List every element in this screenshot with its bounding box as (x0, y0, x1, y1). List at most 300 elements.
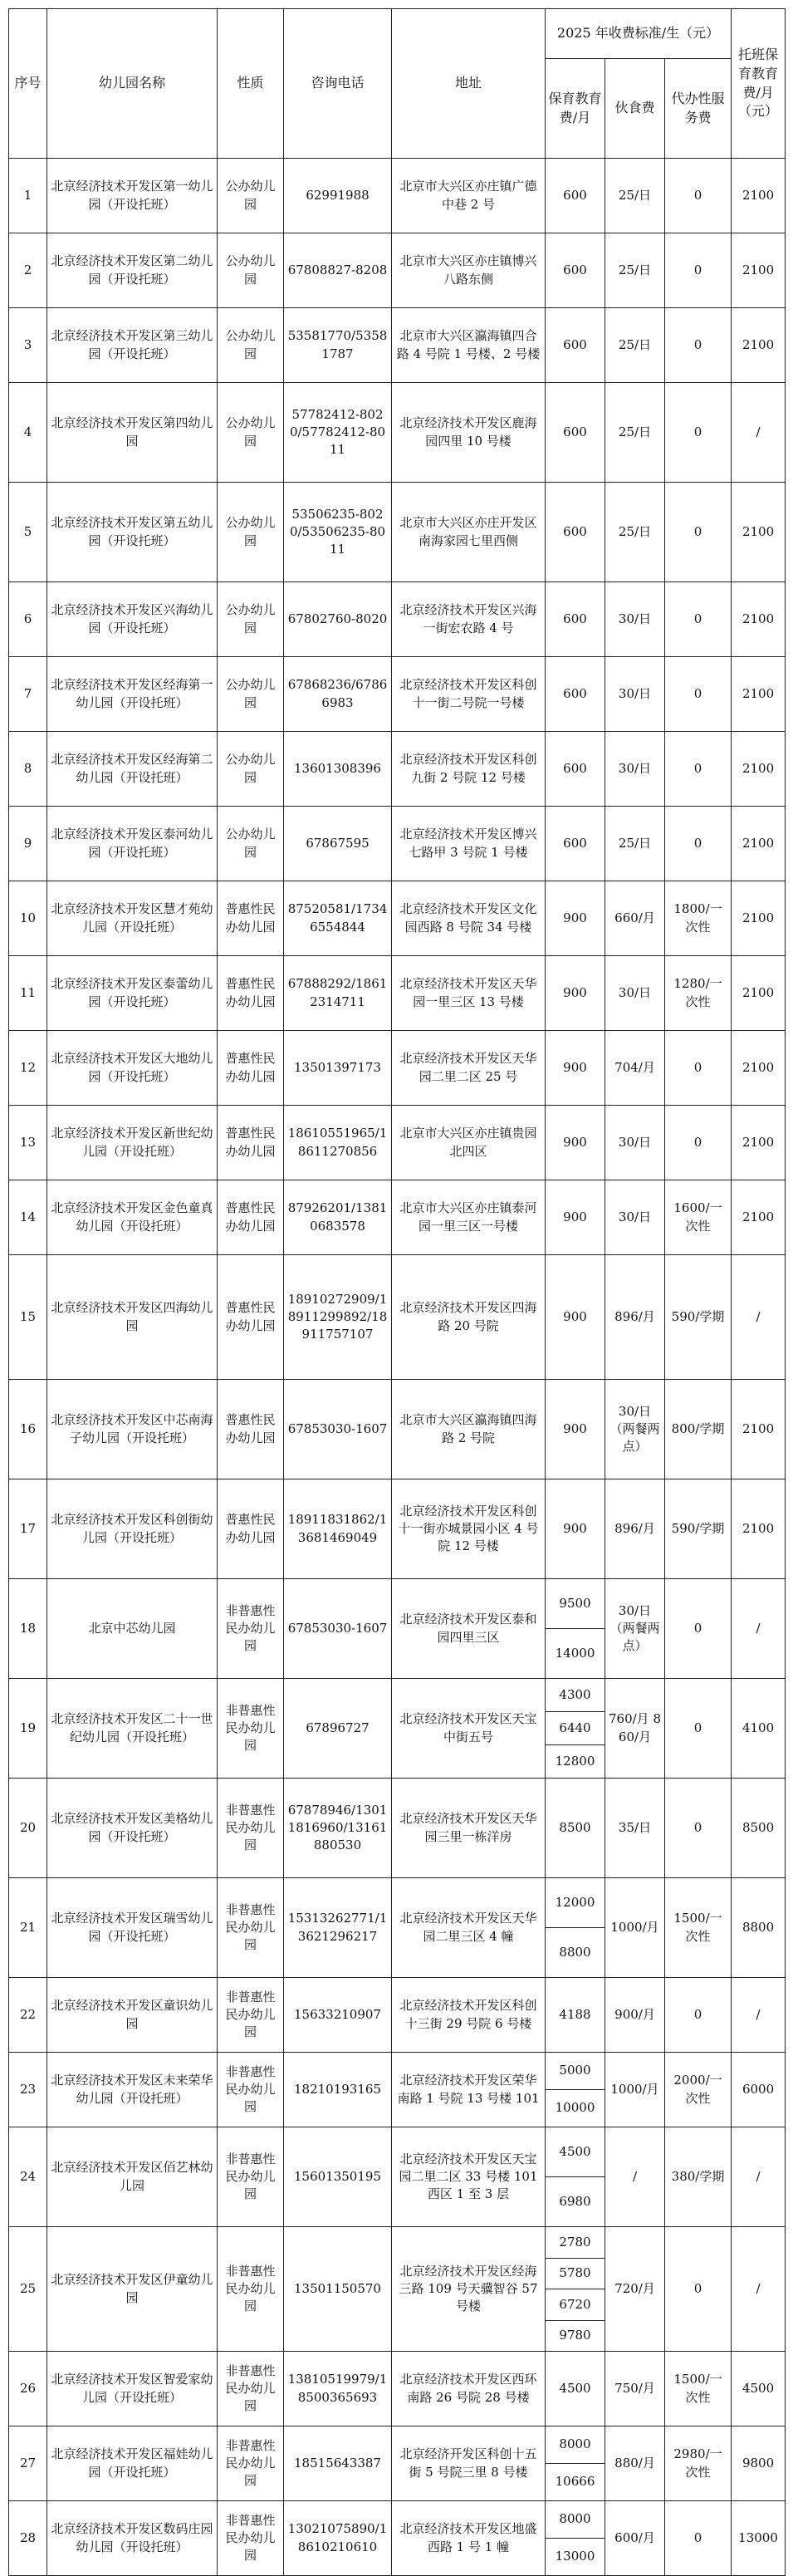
care-fee-cell (546, 732, 605, 807)
care-fee-list (546, 582, 605, 656)
nursery-fee: 2100 (732, 308, 786, 383)
care-fee-cell (546, 1878, 605, 1978)
nursery-fee: 13000 (732, 2501, 786, 2576)
table-row (9, 1106, 786, 1180)
header-nursery-fee: 托班保育教育费/月（元） (732, 9, 786, 159)
care-fee-cell (546, 1180, 605, 1255)
kindergarten-name: 北京经济技术开发区未来荣华幼儿园（开设托班） (47, 2053, 218, 2127)
care-fee-cell (546, 2501, 605, 2576)
phone-number: 67867595 (284, 807, 392, 881)
kindergarten-type: 公办幼儿园 (218, 732, 284, 807)
table-row (9, 2227, 786, 2352)
meal-fee: 25/日 (605, 807, 665, 881)
care-fee-cell (546, 1479, 605, 1579)
table-row (9, 308, 786, 383)
phone-number: 18210193165 (284, 2053, 392, 2127)
kindergarten-name: 北京经济技术开发区泰河幼儿园（开设托班） (47, 807, 218, 881)
phone-number: 13501397173 (284, 1031, 392, 1106)
service-fee: 0 (665, 2501, 732, 2576)
kindergarten-type: 公办幼儿园 (218, 582, 284, 657)
care-fee-list (546, 1878, 605, 1977)
kindergarten-type: 公办幼儿园 (218, 159, 284, 233)
nursery-fee: 4100 (732, 1679, 786, 1779)
kindergarten-name: 北京经济技术开发区科创街幼儿园（开设托班） (47, 1479, 218, 1579)
care-fee-value: 4188 (559, 2006, 591, 2022)
kindergarten-type: 公办幼儿园 (218, 383, 284, 483)
row-index: 14 (9, 1180, 47, 1255)
care-fee-value: 6440 (546, 1711, 605, 1744)
care-fee-list (546, 1106, 605, 1180)
table-row (9, 383, 786, 483)
kindergarten-name: 北京经济技术开发区福娃幼儿园（开设托班） (47, 2426, 218, 2501)
care-fee-list (546, 2501, 605, 2575)
meal-fee: 30/日（两餐两点） (605, 1579, 665, 1679)
meal-fee: 900/月 (605, 1978, 665, 2053)
care-fee-value: 900 (563, 1520, 587, 1536)
table-row (9, 1255, 786, 1380)
care-fee-value: 5780 (546, 2258, 605, 2289)
kindergarten-name: 北京经济技术开发区中芯南海子幼儿园（开设托班） (47, 1380, 218, 1479)
care-fee-list (546, 2053, 605, 2127)
row-index: 21 (9, 1878, 47, 1978)
table-body (9, 159, 786, 2576)
header-type: 性质 (218, 9, 284, 159)
kindergarten-name: 北京经济技术开发区泰蕾幼儿园（开设托班） (47, 956, 218, 1031)
care-fee-list (546, 233, 605, 307)
care-fee-value: 900 (563, 910, 587, 925)
meal-fee: 720/月 (605, 2227, 665, 2352)
service-fee: 0 (665, 807, 732, 881)
service-fee: 1500/一次性 (665, 1878, 732, 1978)
row-index: 5 (9, 483, 47, 582)
phone-number: 13810519979/18500365693 (284, 2352, 392, 2426)
kindergarten-name: 北京经济技术开发区大地幼儿园（开设托班） (47, 1031, 218, 1106)
row-index: 19 (9, 1679, 47, 1779)
kindergarten-name: 北京经济技术开发区第一幼儿园（开设托班） (47, 159, 218, 233)
nursery-fee: 2100 (732, 956, 786, 1031)
care-fee-cell (546, 2053, 605, 2127)
address: 北京经济技术开发区鹿海园四里 10 号楼 (392, 383, 546, 483)
kindergarten-type: 非普惠性民办幼儿园 (218, 2501, 284, 2576)
table-row (9, 483, 786, 582)
kindergarten-type: 公办幼儿园 (218, 483, 284, 582)
care-fee-value: 600 (563, 835, 587, 851)
service-fee: 0 (665, 308, 732, 383)
kindergarten-type: 公办幼儿园 (218, 308, 284, 383)
meal-fee: 25/日 (605, 233, 665, 308)
meal-fee: 25/日 (605, 159, 665, 233)
nursery-fee: 8500 (732, 1779, 786, 1878)
care-fee-value: 4300 (559, 1686, 591, 1702)
meal-fee: 25/日 (605, 483, 665, 582)
table-row (9, 1031, 786, 1106)
meal-fee: / (605, 2127, 665, 2227)
care-fee-cell (546, 1679, 605, 1779)
kindergarten-name: 北京经济技术开发区第四幼儿园 (47, 383, 218, 483)
phone-number: 18515643387 (284, 2426, 392, 2501)
meal-fee: 30/日（两餐两点） (605, 1380, 665, 1479)
care-fee-cell (546, 159, 605, 233)
service-fee: 590/学期 (665, 1255, 732, 1380)
address: 北京经济技术开发区四海路 20 号院 (392, 1255, 546, 1380)
care-fee-list (546, 2227, 605, 2351)
address: 北京经济技术开发区天华园二里二区 25 号 (392, 1031, 546, 1106)
care-fee-list (546, 2352, 605, 2426)
meal-fee: 25/日 (605, 383, 665, 483)
care-fee-list (546, 881, 605, 955)
table-row (9, 2127, 786, 2227)
nursery-fee: 2100 (732, 1180, 786, 1255)
care-fee-cell (546, 1779, 605, 1878)
header-address: 地址 (392, 9, 546, 159)
address: 北京市大兴区亦庄开发区南海家园七里西侧 (392, 483, 546, 582)
service-fee: 590/学期 (665, 1479, 732, 1579)
phone-number: 18610551965/18611270856 (284, 1106, 392, 1180)
phone-number: 13501150570 (284, 2227, 392, 2352)
care-fee-list (546, 1779, 605, 1877)
table-row (9, 881, 786, 956)
table-row (9, 1579, 786, 1679)
nursery-fee: 2100 (732, 807, 786, 881)
care-fee-list (546, 1479, 605, 1578)
address: 北京经济技术开发区天华园一里三区 13 号楼 (392, 956, 546, 1031)
nursery-fee: 2100 (732, 732, 786, 807)
service-fee: 1800/一次性 (665, 881, 732, 956)
kindergarten-name: 北京经济技术开发区四海幼儿园 (47, 1255, 218, 1380)
care-fee-list (546, 383, 605, 482)
phone-number: 53506235-8020/53506235-8011 (284, 483, 392, 582)
care-fee-cell (546, 1255, 605, 1380)
care-fee-cell (546, 2426, 605, 2501)
row-index: 25 (9, 2227, 47, 2352)
care-fee-value: 8000 (559, 2436, 591, 2452)
address: 北京市大兴区瀛海镇四海路 2 号院 (392, 1380, 546, 1479)
kindergarten-type: 普惠性民办幼儿园 (218, 1479, 284, 1579)
phone-number: 18911831862/13681469049 (284, 1479, 392, 1579)
phone-number: 13021075890/18610210610 (284, 2501, 392, 2576)
kindergarten-name: 北京经济技术开发区数码庄园幼儿园（开设托班） (47, 2501, 218, 2576)
care-fee-list (546, 732, 605, 806)
table-row (9, 732, 786, 807)
phone-number: 67853030-1607 (284, 1380, 392, 1479)
service-fee: 0 (665, 1978, 732, 2053)
kindergarten-type: 非普惠性民办幼儿园 (218, 2053, 284, 2127)
kindergarten-type: 普惠性民办幼儿园 (218, 1106, 284, 1180)
header-service-fee: 代办性服务费 (665, 59, 732, 159)
care-fee-value: 600 (563, 336, 587, 352)
care-fee-cell (546, 881, 605, 956)
care-fee-value: 600 (563, 760, 587, 776)
kindergarten-name: 北京经济技术开发区慧才苑幼儿园（开设托班） (47, 881, 218, 956)
meal-fee: 35/日 (605, 1779, 665, 1878)
kindergarten-type: 普惠性民办幼儿园 (218, 1031, 284, 1106)
service-fee: 0 (665, 1106, 732, 1180)
care-fee-value: 900 (563, 1134, 587, 1150)
care-fee-value: 9500 (559, 1595, 591, 1611)
row-index: 23 (9, 2053, 47, 2127)
care-fee-cell (546, 956, 605, 1031)
address: 北京市大兴区亦庄镇贵园北四区 (392, 1106, 546, 1180)
care-fee-cell (546, 383, 605, 483)
kindergarten-type: 非普惠性民办幼儿园 (218, 2352, 284, 2426)
kindergarten-name: 北京经济技术开发区第二幼儿园（开设托班） (47, 233, 218, 308)
header-name: 幼儿园名称 (47, 9, 218, 159)
care-fee-value: 600 (563, 685, 587, 701)
table-row (9, 2501, 786, 2576)
address: 北京经济技术开发区地盛西路 1 号 1 幢 (392, 2501, 546, 2576)
nursery-fee: 2100 (732, 657, 786, 732)
address: 北京经济技术开发区科创九街 2 号院 12 号楼 (392, 732, 546, 807)
row-index: 27 (9, 2426, 47, 2501)
kindergarten-name: 北京经济技术开发区经海第二幼儿园（开设托班） (47, 732, 218, 807)
address: 北京市大兴区亦庄镇泰河园一里三区一号楼 (392, 1180, 546, 1255)
kindergarten-name: 北京经济技术开发区二十一世纪幼儿园（开设托班） (47, 1679, 218, 1779)
kindergarten-type: 普惠性民办幼儿园 (218, 956, 284, 1031)
care-fee-value: 6980 (546, 2176, 605, 2226)
meal-fee: 896/月 (605, 1255, 665, 1380)
address: 北京经济技术开发区泰和园四里三区 (392, 1579, 546, 1679)
care-fee-cell (546, 1106, 605, 1180)
header-index: 序号 (9, 9, 47, 159)
address: 北京经济技术开发区经海三路 109 号天骥智谷 57 号楼 (392, 2227, 546, 2352)
care-fee-cell (546, 1380, 605, 1479)
care-fee-value: 2780 (559, 2234, 591, 2250)
row-index: 15 (9, 1255, 47, 1380)
care-fee-value: 12800 (546, 1744, 605, 1778)
nursery-fee: 2100 (732, 582, 786, 657)
phone-number: 67853030-1607 (284, 1579, 392, 1679)
care-fee-value: 9780 (546, 2320, 605, 2352)
address: 北京经济技术开发区科创十一街亦城景园小区 4 号院 12 号楼 (392, 1479, 546, 1579)
service-fee: 0 (665, 732, 732, 807)
care-fee-value: 14000 (546, 1628, 605, 1678)
header-phone: 咨询电话 (284, 9, 392, 159)
kindergarten-type: 非普惠性民办幼儿园 (218, 1978, 284, 2053)
care-fee-value: 10000 (546, 2089, 605, 2127)
meal-fee: 600/月 (605, 2501, 665, 2576)
row-index: 7 (9, 657, 47, 732)
row-index: 6 (9, 582, 47, 657)
care-fee-list (546, 2127, 605, 2226)
header-row (9, 9, 786, 59)
care-fee-value: 8500 (559, 1819, 591, 1835)
phone-number: 67802760-8020 (284, 582, 392, 657)
header-meal-fee: 伙食费 (605, 59, 665, 159)
kindergarten-type: 普惠性民办幼儿园 (218, 1255, 284, 1380)
kindergarten-name: 北京经济技术开发区童识幼儿园 (47, 1978, 218, 2053)
phone-number: 67896727 (284, 1679, 392, 1779)
phone-number: 57782412-8020/57782412-8011 (284, 383, 392, 483)
row-index: 22 (9, 1978, 47, 2053)
nursery-fee: / (732, 2227, 786, 2352)
table-row (9, 2352, 786, 2426)
meal-fee: 704/月 (605, 1031, 665, 1106)
nursery-fee: / (732, 1255, 786, 1380)
table-row (9, 159, 786, 233)
nursery-fee: 2100 (732, 1380, 786, 1479)
row-index: 24 (9, 2127, 47, 2227)
service-fee: 2980/一次性 (665, 2426, 732, 2501)
kindergarten-type: 非普惠性民办幼儿园 (218, 1878, 284, 1978)
nursery-fee: 2100 (732, 1106, 786, 1180)
address: 北京市大兴区亦庄镇博兴八路东侧 (392, 233, 546, 308)
fee-table (8, 8, 786, 2576)
phone-number: 67888292/18612314711 (284, 956, 392, 1031)
table-row (9, 2053, 786, 2127)
phone-number: 87520581/17346554844 (284, 881, 392, 956)
meal-fee: 1000/月 (605, 1878, 665, 1978)
table-row (9, 1380, 786, 1479)
care-fee-cell (546, 308, 605, 383)
kindergarten-type: 非普惠性民办幼儿园 (218, 2426, 284, 2501)
care-fee-value: 900 (563, 1059, 587, 1075)
address: 北京经济技术开发区兴海一街宏农路 4 号 (392, 582, 546, 657)
table-row (9, 1180, 786, 1255)
care-fee-value: 600 (563, 187, 587, 203)
table-row (9, 582, 786, 657)
kindergarten-type: 普惠性民办幼儿园 (218, 1380, 284, 1479)
nursery-fee: 6000 (732, 2053, 786, 2127)
care-fee-list (546, 1380, 605, 1479)
kindergarten-type: 普惠性民办幼儿园 (218, 1180, 284, 1255)
address: 北京经济技术开发区科创十三街 29 号院 6 号楼 (392, 1978, 546, 2053)
care-fee-list (546, 1180, 605, 1254)
service-fee: 0 (665, 1031, 732, 1106)
kindergarten-type: 普惠性民办幼儿园 (218, 881, 284, 956)
address: 北京经济开发区科创十五街 5 号院三里 8 号楼 (392, 2426, 546, 2501)
kindergarten-name: 北京经济技术开发区新世纪幼儿园（开设托班） (47, 1106, 218, 1180)
service-fee: 1600/一次性 (665, 1180, 732, 1255)
kindergarten-type: 非普惠性民办幼儿园 (218, 1579, 284, 1679)
service-fee: 380/学期 (665, 2127, 732, 2227)
kindergarten-name: 北京经济技术开发区第三幼儿园（开设托班） (47, 308, 218, 383)
phone-number: 53581770/53581787 (284, 308, 392, 383)
care-fee-value: 900 (563, 984, 587, 1000)
row-index: 8 (9, 732, 47, 807)
care-fee-value: 8000 (559, 2511, 591, 2527)
address: 北京经济技术开发区文化园西路 8 号院 34 号楼 (392, 881, 546, 956)
nursery-fee: 2100 (732, 881, 786, 956)
care-fee-value: 600 (563, 262, 587, 277)
care-fee-value: 6720 (546, 2289, 605, 2320)
kindergarten-type: 非普惠性民办幼儿园 (218, 2127, 284, 2227)
address: 北京市大兴区瀛海镇四合路 4 号院 1 号楼、2 号楼 (392, 308, 546, 383)
address: 北京经济技术开发区天华园二里三区 4 幢 (392, 1878, 546, 1978)
service-fee: 0 (665, 483, 732, 582)
kindergarten-name: 北京经济技术开发区佰艺林幼儿园 (47, 2127, 218, 2227)
row-index: 28 (9, 2501, 47, 2576)
care-fee-list (546, 308, 605, 382)
care-fee-list (546, 2426, 605, 2500)
service-fee: 1500/一次性 (665, 2352, 732, 2426)
row-index: 26 (9, 2352, 47, 2426)
meal-fee: 660/月 (605, 881, 665, 956)
row-index: 12 (9, 1031, 47, 1106)
phone-number: 67808827-8208 (284, 233, 392, 308)
address: 北京经济技术开发区天宝园二里二区 33 号楼 101 西区 1 至 3 层 (392, 2127, 546, 2227)
phone-number: 62991988 (284, 159, 392, 233)
nursery-fee: 2100 (732, 159, 786, 233)
address: 北京市大兴区亦庄镇广德中巷 2 号 (392, 159, 546, 233)
service-fee: 800/学期 (665, 1380, 732, 1479)
address: 北京经济技术开发区博兴七路甲 3 号院 1 号楼 (392, 807, 546, 881)
care-fee-value: 5000 (559, 2063, 591, 2078)
row-index: 9 (9, 807, 47, 881)
care-fee-cell (546, 483, 605, 582)
kindergarten-name: 北京经济技术开发区第五幼儿园（开设托班） (47, 483, 218, 582)
meal-fee: 30/日 (605, 1180, 665, 1255)
service-fee: 1280/一次性 (665, 956, 732, 1031)
care-fee-list (546, 807, 605, 881)
care-fee-list (546, 1978, 605, 2052)
care-fee-cell (546, 233, 605, 308)
care-fee-cell (546, 657, 605, 732)
kindergarten-name: 北京经济技术开发区瑞雪幼儿园（开设托班） (47, 1878, 218, 1978)
row-index: 18 (9, 1579, 47, 1679)
header-care-fee: 保育教育费/月 (546, 59, 605, 159)
care-fee-value: 600 (563, 523, 587, 539)
care-fee-cell (546, 2352, 605, 2426)
kindergarten-type: 非普惠性民办幼儿园 (218, 1679, 284, 1779)
care-fee-value: 900 (563, 1420, 587, 1436)
care-fee-value: 4500 (559, 2380, 591, 2396)
row-index: 11 (9, 956, 47, 1031)
kindergarten-name: 北京经济技术开发区金色童真幼儿园（开设托班） (47, 1180, 218, 1255)
phone-number: 13601308396 (284, 732, 392, 807)
table-row (9, 1978, 786, 2053)
meal-fee: 1000/月 (605, 2053, 665, 2127)
address: 北京经济技术开发区荣华南路 1 号院 13 号楼 101 (392, 2053, 546, 2127)
care-fee-value: 900 (563, 1308, 587, 1324)
header-fee-group: 2025 年收费标准/生（元） (546, 9, 732, 59)
phone-number: 15601350195 (284, 2127, 392, 2227)
care-fee-cell (546, 2127, 605, 2227)
meal-fee: 750/月 (605, 2352, 665, 2426)
phone-number: 18910272909/18911299892/18911757107 (284, 1255, 392, 1380)
care-fee-cell (546, 1978, 605, 2053)
meal-fee: 30/日 (605, 657, 665, 732)
row-index: 3 (9, 308, 47, 383)
service-fee: 0 (665, 582, 732, 657)
care-fee-list (546, 1679, 605, 1778)
care-fee-value: 4500 (559, 2143, 591, 2159)
service-fee: 0 (665, 2227, 732, 2352)
care-fee-cell (546, 2227, 605, 2352)
care-fee-value: 8800 (546, 1927, 605, 1977)
table-row (9, 956, 786, 1031)
meal-fee: 760/月 860/月 (605, 1679, 665, 1779)
kindergarten-name: 北京经济技术开发区经海第一幼儿园（开设托班） (47, 657, 218, 732)
row-index: 16 (9, 1380, 47, 1479)
care-fee-value: 600 (563, 611, 587, 626)
care-fee-list (546, 657, 605, 731)
row-index: 13 (9, 1106, 47, 1180)
table-row (9, 1679, 786, 1779)
nursery-fee: 2100 (732, 483, 786, 582)
meal-fee: 30/日 (605, 732, 665, 807)
care-fee-list (546, 159, 605, 233)
kindergarten-type: 公办幼儿园 (218, 807, 284, 881)
nursery-fee: / (732, 1978, 786, 2053)
care-fee-cell (546, 1579, 605, 1679)
care-fee-cell (546, 1031, 605, 1106)
care-fee-list (546, 956, 605, 1030)
service-fee: 0 (665, 657, 732, 732)
row-index: 10 (9, 881, 47, 956)
kindergarten-name: 北京经济技术开发区智爱家幼儿园（开设托班） (47, 2352, 218, 2426)
table-row (9, 1878, 786, 1978)
meal-fee: 30/日 (605, 956, 665, 1031)
